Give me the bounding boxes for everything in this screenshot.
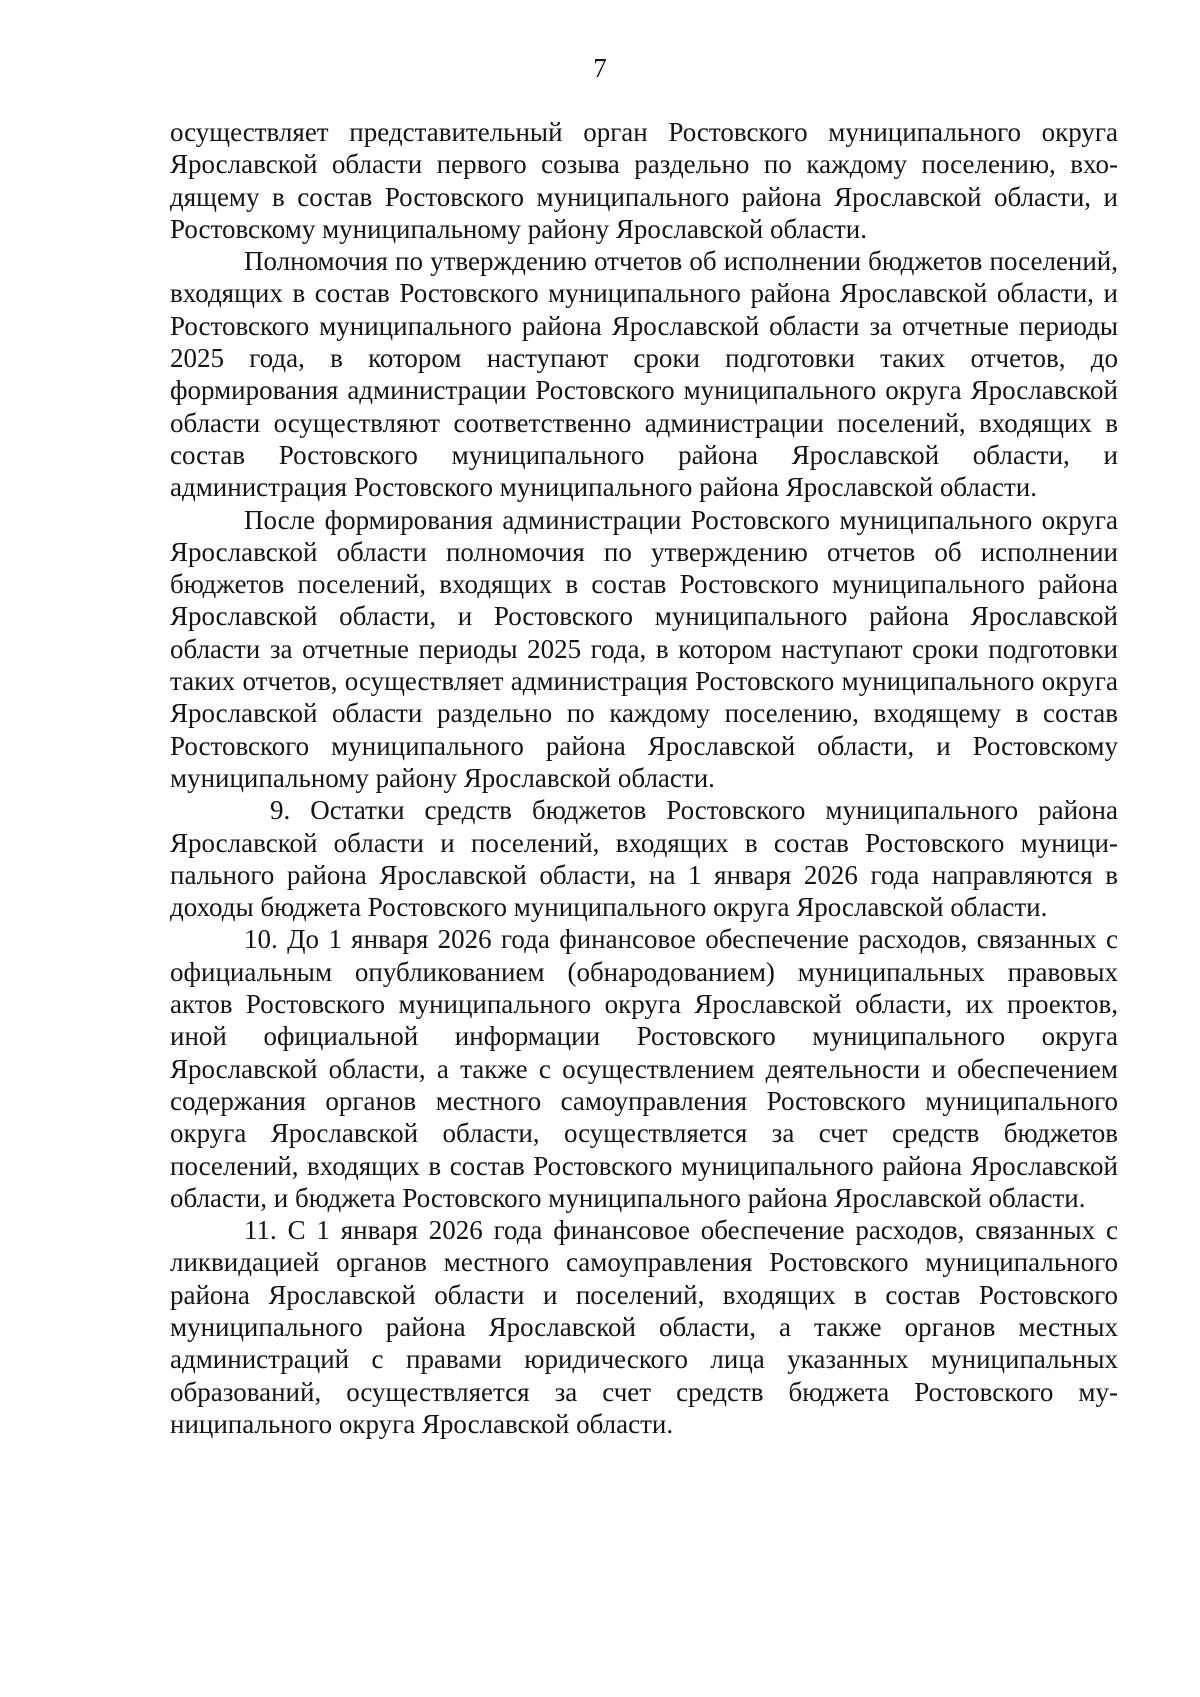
paragraph-continuation: осуществляет представительный орган Ростовского муниципального округа Ярославской области первого созыва раздельно по каждому поселению, входящему в состав Ростовского муниципального района Ярославской области, и Ростовскому муниципальному району Ярославской области.	[170, 117, 1118, 244]
paragraph-report-approval-before: Полномочия по утверждению отчетов об исполнении бюджетов поселений, входящих в состав Ростовского муниципального района Ярославской области, и Ростовского муниципального района Ярославской области за отчетные периоды 2025 года, в котором наступают сроки подготовки таких отчетов, до формирования администрации Ростовского муниципального округа Ярославской области осуществляют соответственно администрации поселений, входящих в состав Ростовского муниципального района Ярославской области, и администрация Ростовского муниципального района Ярославской области.	[170, 246, 1118, 503]
paragraph-report-approval-after: После формирования администрации Ростовского муниципального округа Ярославской области полномочия по утверждению отчетов об исполнении бюджетов поселений, входящих в состав Ростовского муниципального района Ярославской области, и Ростовского муниципального района Ярославской области за отчетные периоды 2025 года, в котором наступают сроки подготовки таких отчетов, осуществляет администрация Ростовского муниципального округа Ярославской области раздельно по каждому поселению, входящему в состав Ростовского муниципального района Ярославской области, и Ростовскому муниципальному району Ярославской области.	[170, 504, 1118, 793]
page-number: 7	[593, 53, 607, 83]
paragraph-item-11: 11. С 1 января 2026 года финансовое обеспечение расходов, связанных с ликвидацией органов местного самоуправления Ростовского муниципального района Ярославской области и поселений, входящих в состав Ростовского муниципального района Ярославской области, а также органов местных администраций с правами юридического лица указанных муниципальных образований, осуществляется за счет средств бюджета Ростовского муниципального округа Ярославской области.	[170, 1215, 1118, 1439]
document-body	[170, 116, 1118, 1440]
paragraph-item-10: 10. До 1 января 2026 года финансовое обеспечение расходов, связанных с официальным опубликованием (обнародованием) муниципальных правовых актов Ростовского муниципального округа Ярославской области, их проектов, иной официальной информации Ростовского муниципального округа Ярославской области, а также с осуществлением деятельности и обеспечением содержания органов местного самоуправления Ростовского муниципального округа Ярославской области, осуществляется за счет средств бюджетов поселений, входящих в состав Ростовского муниципального района Ярославской области, и бюджета Ростовского муниципального района Ярославской области.	[170, 924, 1118, 1213]
paragraph-item-9: 9. Остатки средств бюджетов Ростовского муниципального района Ярославской области и поселений, входящих в состав Ростовского муниципального района Ярославской области, на 1 января 2026 года направляются в доходы бюджета Ростовского муниципального округа Ярославской области.	[170, 795, 1118, 923]
